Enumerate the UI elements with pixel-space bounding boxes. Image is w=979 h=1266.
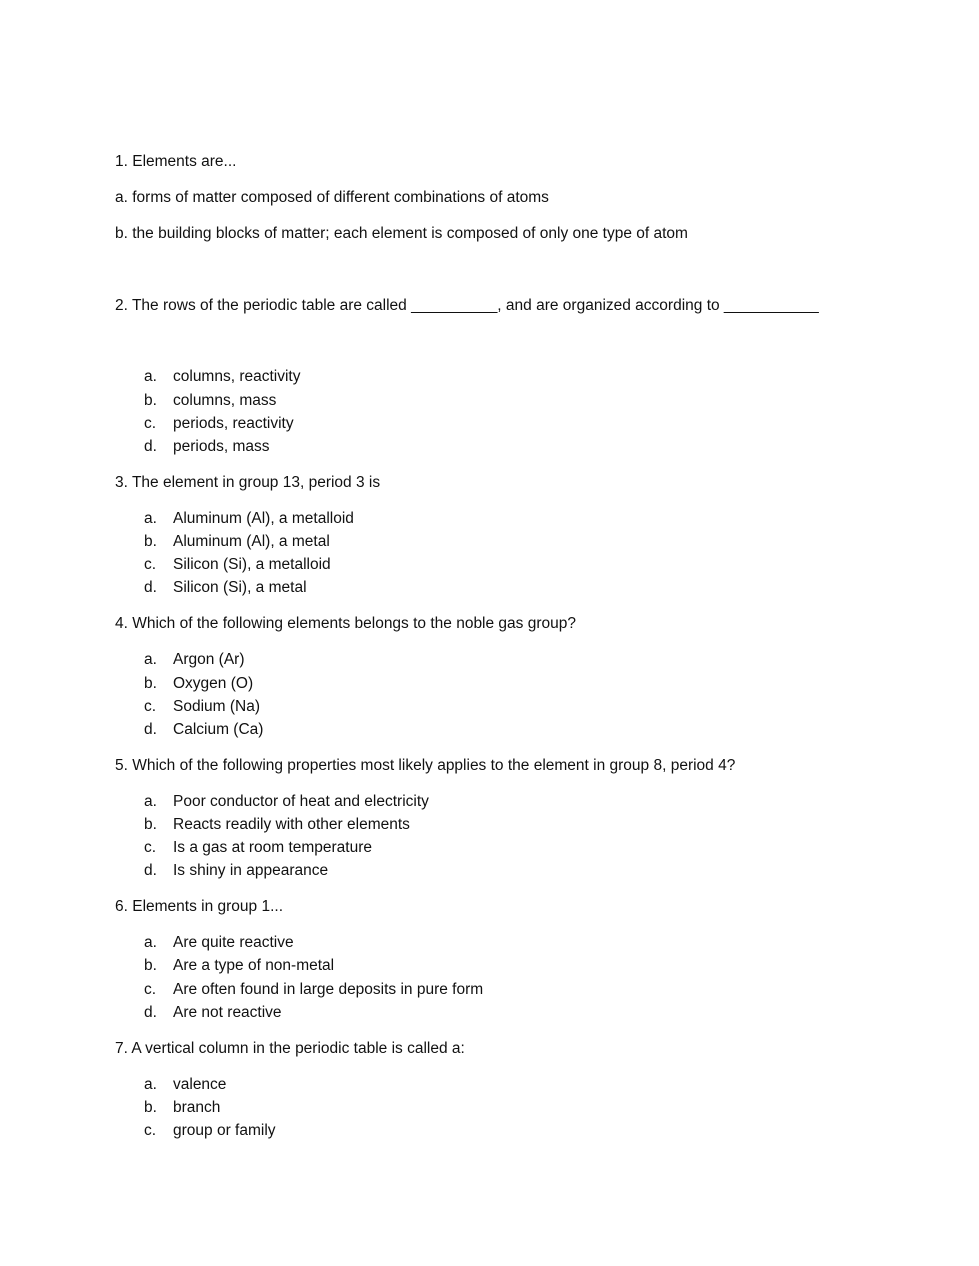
question-2: 2. The rows of the periodic table are called __________, and are organized according to ___________ <box>115 297 819 314</box>
option-text: columns, reactivity <box>173 368 301 385</box>
option-letter: c. <box>144 981 157 998</box>
option-letter: d. <box>144 721 157 738</box>
option-text: branch <box>173 1099 221 1116</box>
option-text: Oxygen (O) <box>173 675 254 692</box>
question-1: 1. Elements are... <box>115 153 237 170</box>
option-letter: a. <box>144 793 157 810</box>
option-text: Is shiny in appearance <box>173 862 329 879</box>
option-letter: d. <box>144 1004 157 1021</box>
option-text: columns, mass <box>173 392 277 409</box>
option-letter: b. <box>144 675 157 692</box>
question-6: 6. Elements in group 1... <box>115 898 284 915</box>
option-text: Are often found in large deposits in pure form <box>173 981 484 998</box>
option-text: Are a type of non-metal <box>173 957 335 974</box>
option-text: Calcium (Ca) <box>173 721 264 738</box>
question-5: 5. Which of the following properties most likely applies to the element in group 8, period 4? <box>115 757 736 774</box>
option-text: Aluminum (Al), a metalloid <box>173 510 354 527</box>
option-letter: c. <box>144 1122 157 1139</box>
option-text: Are not reactive <box>173 1004 282 1021</box>
option-text: Aluminum (Al), a metal <box>173 533 330 550</box>
question-1-option-a: a. forms of matter composed of different combinations of atoms <box>115 189 549 206</box>
question-3: 3. The element in group 13, period 3 is <box>115 474 381 491</box>
option-letter: c. <box>144 839 157 856</box>
option-letter: d. <box>144 438 157 455</box>
option-text: periods, mass <box>173 438 270 455</box>
option-letter: b. <box>144 533 157 550</box>
option-letter: b. <box>144 1099 157 1116</box>
question-1-option-b: b. the building blocks of matter; each element is composed of only one type of atom <box>115 225 688 242</box>
option-letter: a. <box>144 368 157 385</box>
option-text: Sodium (Na) <box>173 698 260 715</box>
option-letter: b. <box>144 957 157 974</box>
option-text: Is a gas at room temperature <box>173 839 373 856</box>
option-letter: b. <box>144 392 157 409</box>
question-7: 7. A vertical column in the periodic table is called a: <box>115 1040 465 1057</box>
option-text: Silicon (Si), a metalloid <box>173 556 331 573</box>
option-letter: a. <box>144 651 157 668</box>
option-letter: c. <box>144 415 157 432</box>
option-text: valence <box>173 1076 227 1093</box>
option-text: Are quite reactive <box>173 934 294 951</box>
option-letter: a. <box>144 510 157 527</box>
option-text: Poor conductor of heat and electricity <box>173 793 429 810</box>
option-text: Argon (Ar) <box>173 651 245 668</box>
option-letter: a. <box>144 1076 157 1093</box>
option-letter: c. <box>144 698 157 715</box>
option-letter: a. <box>144 934 157 951</box>
option-text: Silicon (Si), a metal <box>173 579 307 596</box>
option-text: periods, reactivity <box>173 415 294 432</box>
question-4: 4. Which of the following elements belongs to the noble gas group? <box>115 615 576 632</box>
option-letter: d. <box>144 579 157 596</box>
option-text: Reacts readily with other elements <box>173 816 410 833</box>
option-text: group or family <box>173 1122 276 1139</box>
option-letter: b. <box>144 816 157 833</box>
option-letter: c. <box>144 556 157 573</box>
option-letter: d. <box>144 862 157 879</box>
